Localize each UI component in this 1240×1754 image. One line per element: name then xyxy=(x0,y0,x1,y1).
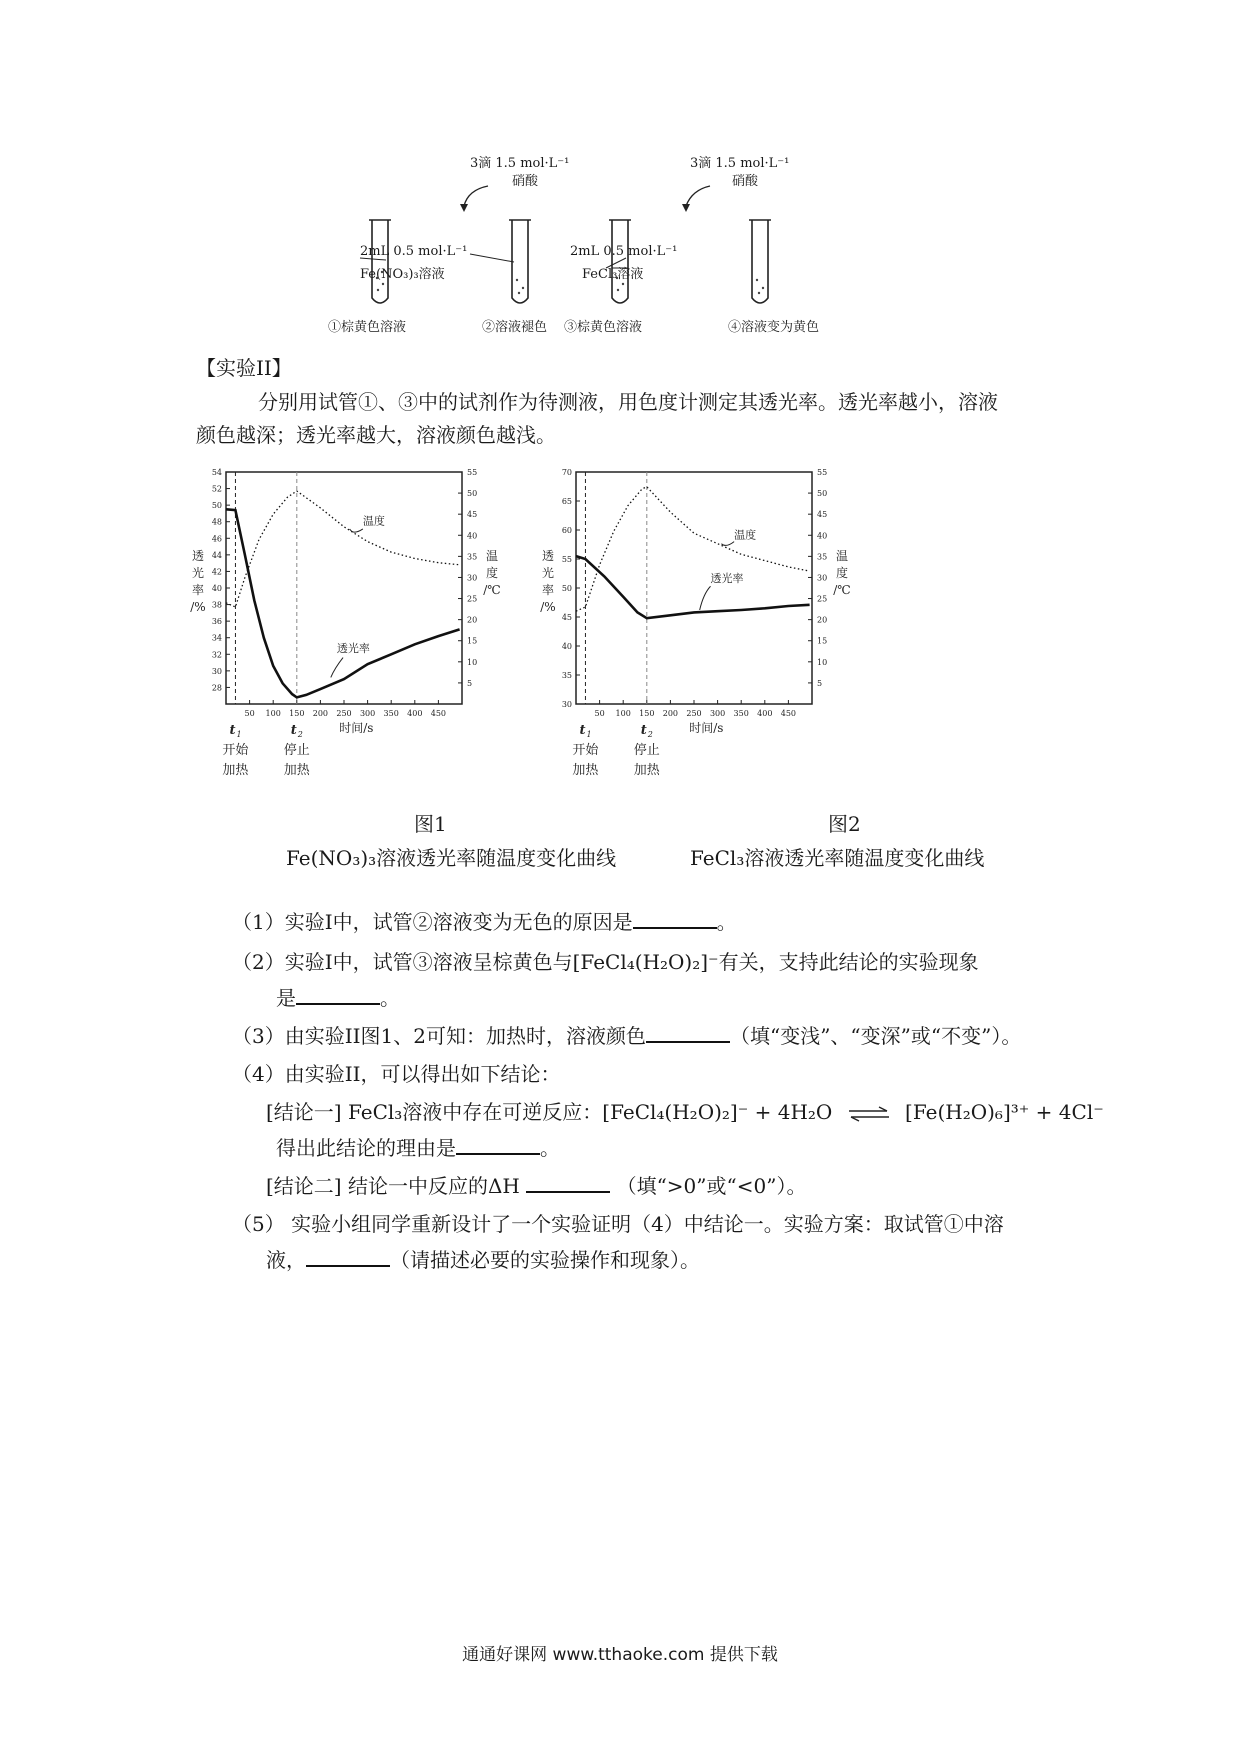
question-5: （5） 实验小组同学重新设计了一个实验证明（4）中结论一。实验方案：取试管①中溶 xyxy=(232,1212,1004,1236)
drop-arrow-2 xyxy=(686,186,710,206)
chart-2-plot-frame xyxy=(576,472,812,704)
conclusion-1: [结论一] FeCl₃溶液中存在可逆反应：[FeCl₄(H₂O)₂]⁻ + 4H₂O [Fe(H₂O)₆]³⁺ + 4Cl⁻ xyxy=(266,1100,1104,1124)
chart-2-x-tick-label: 100 xyxy=(615,709,631,718)
chart-2-left-tick-label: 65 xyxy=(561,497,572,506)
chart-1-marker-label: 加热 xyxy=(222,763,249,778)
chart-2-right-tick-label: 45 xyxy=(817,510,828,520)
chart-2-y-right-label-part: 度 xyxy=(835,566,849,581)
question-3: （3）由实验II图1、2可知：加热时，溶液颜色 （填“变浅”、“变深”或“不变”）。 xyxy=(232,1024,1022,1048)
chart-2-x-axis-label: 时间/s xyxy=(689,721,724,735)
chart-1-marker-name-t1: t xyxy=(229,723,236,738)
chart-2-right-tick-label: 5 xyxy=(817,678,823,688)
chart-1-series-label: 温度 xyxy=(362,514,385,528)
chart-1-x-axis-label: 时间/s xyxy=(339,721,374,735)
chart-2-right-tick-label: 30 xyxy=(817,573,828,583)
chart-1-right-tick-label: 55 xyxy=(467,468,478,477)
chart-2-left-tick-label: 40 xyxy=(561,642,572,651)
answer-blank-1[interactable] xyxy=(633,909,717,929)
drop-reagent-bottom-2: 硝酸 xyxy=(732,174,759,189)
chart-1-left-tick-label: 50 xyxy=(211,501,222,511)
chart-1-y-left-label-part: 透 xyxy=(191,549,205,564)
chart-1-x-tick-label: 250 xyxy=(336,709,352,718)
drop-arrow-1 xyxy=(464,186,488,206)
solution-name-2: FeCl₃溶液 xyxy=(582,267,644,282)
tube-label-3: ③棕黄色溶液 xyxy=(564,320,643,335)
chart-2-series-label: 透光率 xyxy=(710,572,744,586)
chart-1-right-tick-label: 50 xyxy=(467,489,478,499)
question-4-title: （4）由实验II，可以得出如下结论： xyxy=(232,1062,561,1086)
chart-1-plot-frame xyxy=(226,472,462,704)
chart-2-marker-label: 开始 xyxy=(572,743,599,758)
chart-2-container xyxy=(540,462,870,792)
chart-1-right-tick-label: 30 xyxy=(467,573,478,583)
chart-1-right-tick-label: 20 xyxy=(467,615,478,625)
chart-1-series-temperature-line xyxy=(226,491,460,607)
chart-2-y-left-label-part: /% xyxy=(540,600,556,615)
chart-1-series-transmittance-line xyxy=(226,509,460,697)
chart-2-left-tick-label: 50 xyxy=(561,584,572,593)
solution-conc-2: 2mL 0.5 mol·L⁻¹ xyxy=(570,244,678,259)
figure-1-label: 图1 xyxy=(414,812,447,836)
chart-2-marker-label: 加热 xyxy=(633,763,660,778)
chart-1-right-tick-label: 15 xyxy=(467,636,478,646)
tube-label-2: ②溶液褪色 xyxy=(482,320,548,335)
chart-1-left-tick-label: 30 xyxy=(211,666,222,676)
chart-1-x-tick-label: 450 xyxy=(430,709,447,718)
chart-1-left-tick-label: 46 xyxy=(211,534,222,544)
chart-2-right-tick-label: 40 xyxy=(817,531,828,541)
chart-1-x-tick-label: 400 xyxy=(407,709,423,718)
chart-2-left-tick-label: 60 xyxy=(561,526,572,535)
figure-2-caption: FeCl₃溶液透光率随温度变化曲线 xyxy=(690,846,985,870)
reversible-arrow-icon xyxy=(847,1106,891,1122)
chart-2-marker-label: 加热 xyxy=(572,763,599,778)
tube-label-1: ①棕黄色溶液 xyxy=(328,320,407,335)
chart-1-right-tick-label: 25 xyxy=(467,594,478,604)
chart-2-y-left-label-part: 光 xyxy=(541,566,555,581)
chart-2-x-tick-label: 450 xyxy=(780,709,797,718)
chart-1-left-tick-label: 28 xyxy=(211,683,222,693)
chart-1-y-left-label-part: 率 xyxy=(191,583,205,598)
chart-1-left-tick-label: 32 xyxy=(211,650,222,660)
chart-1-y-right-label-part: 温 xyxy=(485,549,499,564)
apparatus-figure xyxy=(320,156,880,340)
chart-2-left-tick-label: 35 xyxy=(561,671,572,680)
chart-2-right-tick-label: 55 xyxy=(817,468,828,477)
chart-2-right-tick-label: 50 xyxy=(817,489,828,499)
chart-1-left-tick-label: 44 xyxy=(211,550,222,560)
chart-1-container xyxy=(190,462,520,792)
chart-1-marker-sub-t2: 2 xyxy=(297,730,303,739)
answer-blank-6[interactable] xyxy=(306,1247,390,1267)
chart-1-x-tick-label: 350 xyxy=(383,709,399,718)
intro-line-1: 分别用试管①、③中的试剂作为待测液，用色度计测定其透光率。透光率越小，溶液 xyxy=(258,390,998,414)
chart-2-x-tick-label: 150 xyxy=(639,709,655,718)
chart-2-series-temperature-line xyxy=(576,487,810,611)
chart-1-marker-sub-t1: 1 xyxy=(236,730,242,739)
chart-2-series-label-leader xyxy=(700,586,711,610)
chart-2-left-tick-label: 70 xyxy=(561,468,572,477)
chart-2-right-tick-label: 20 xyxy=(817,615,828,625)
chart-2-x-tick-label: 400 xyxy=(757,709,773,718)
chart-2-right-tick-label: 25 xyxy=(817,594,828,604)
chart-2-y-right-label-part: /℃ xyxy=(833,583,851,598)
chart-1-x-tick-label: 150 xyxy=(289,709,305,718)
chart-1-x-tick-label: 50 xyxy=(244,709,255,718)
chart-2 xyxy=(540,462,870,792)
answer-blank-2[interactable] xyxy=(296,985,380,1005)
question-2: （2）实验I中，试管③溶液呈棕黄色与[FeCl₄(H₂O)₂]⁻有关，支持此结论的实验现象 xyxy=(232,950,979,974)
chart-2-x-tick-label: 350 xyxy=(733,709,749,718)
chart-1-x-tick-label: 200 xyxy=(312,709,329,718)
chart-2-marker-name-t2: t xyxy=(640,723,647,738)
chart-2-x-tick-label: 250 xyxy=(686,709,702,718)
chart-1-right-tick-label: 5 xyxy=(467,678,473,688)
chart-1 xyxy=(190,462,520,792)
answer-blank-4[interactable] xyxy=(456,1135,540,1155)
chart-2-right-tick-label: 35 xyxy=(817,552,828,562)
test-tube-1 xyxy=(369,220,391,303)
chart-2-marker-label: 停止 xyxy=(633,743,660,758)
chart-2-y-left-label-part: 透 xyxy=(541,549,555,564)
chart-1-y-right-label-part: /℃ xyxy=(483,583,501,598)
chart-2-series-label-leader xyxy=(721,542,734,546)
tube-label-4: ④溶液变为黄色 xyxy=(728,320,820,335)
chart-1-right-tick-label: 45 xyxy=(467,510,478,520)
drop-reagent-top-1: 3滴 1.5 mol·L⁻¹ xyxy=(470,156,570,171)
footer: 通通好课网 www.tthaoke.com 提供下载 xyxy=(462,1645,778,1665)
chart-2-x-tick-label: 300 xyxy=(709,709,726,718)
chart-1-left-tick-label: 54 xyxy=(211,468,222,477)
section-title: 【实验II】 xyxy=(196,356,292,380)
chart-1-left-tick-label: 34 xyxy=(211,633,222,643)
chart-1-y-left-label-part: 光 xyxy=(191,566,205,581)
intro-line-2: 颜色越深；透光率越大，溶液颜色越浅。 xyxy=(196,423,556,447)
chart-1-marker-label: 停止 xyxy=(283,743,310,758)
chart-1-marker-label: 开始 xyxy=(222,743,249,758)
chart-1-right-tick-label: 40 xyxy=(467,531,478,541)
chart-2-x-tick-label: 50 xyxy=(594,709,605,718)
chart-2-left-tick-label: 30 xyxy=(561,700,572,709)
chart-2-series-label: 温度 xyxy=(734,528,757,542)
chart-2-marker-sub-t1: 1 xyxy=(586,730,592,739)
chart-2-left-tick-label: 45 xyxy=(561,613,572,622)
figure-2-label: 图2 xyxy=(828,812,861,836)
question-2-line-2: 是 。 xyxy=(276,986,400,1010)
chart-1-series-label-leader xyxy=(331,658,343,678)
chart-1-left-tick-label: 42 xyxy=(211,567,222,577)
solution-conc-1: 2mL 0.5 mol·L⁻¹ xyxy=(360,244,468,259)
chart-2-y-right-label-part: 温 xyxy=(835,549,849,564)
figure-1-caption: Fe(NO₃)₃溶液透光率随温度变化曲线 xyxy=(286,846,617,870)
chart-2-series-transmittance-line xyxy=(576,556,810,618)
chart-2-left-tick-label: 55 xyxy=(561,555,572,564)
chart-1-marker-label: 加热 xyxy=(283,763,310,778)
chart-1-left-tick-label: 48 xyxy=(211,517,222,527)
chart-1-right-tick-label: 10 xyxy=(467,657,478,667)
chart-1-y-left-label-part: /% xyxy=(190,600,206,615)
question-1: （1）实验I中，试管②溶液变为无色的原因是 。 xyxy=(232,910,737,934)
chart-2-marker-sub-t2: 2 xyxy=(647,730,653,739)
chart-1-left-tick-label: 52 xyxy=(211,484,222,494)
chart-2-marker-name-t1: t xyxy=(579,723,586,738)
chart-1-x-tick-label: 300 xyxy=(359,709,376,718)
answer-blank-5[interactable] xyxy=(526,1173,610,1193)
chart-1-series-label: 透光率 xyxy=(336,641,370,655)
drop-reagent-bottom-1: 硝酸 xyxy=(512,174,539,189)
chart-1-left-tick-label: 36 xyxy=(211,617,222,627)
conclusion-2: [结论二] 结论一中反应的ΔH （填“>0”或“<0”）。 xyxy=(266,1174,807,1198)
chart-1-left-tick-label: 40 xyxy=(211,584,222,593)
question-5-line-2: 液， （请描述必要的实验操作和现象）。 xyxy=(266,1248,700,1272)
chart-1-right-tick-label: 35 xyxy=(467,552,478,562)
solution-name-1: Fe(NO₃)₃溶液 xyxy=(360,267,445,282)
chart-2-x-tick-label: 200 xyxy=(662,709,679,718)
conclusion-1-reason: 得出此结论的理由是 。 xyxy=(276,1136,560,1160)
test-tube-4 xyxy=(749,220,771,303)
chart-2-y-left-label-part: 率 xyxy=(541,583,555,598)
chart-1-marker-name-t2: t xyxy=(290,723,297,738)
chart-2-right-tick-label: 10 xyxy=(817,657,828,667)
answer-blank-3[interactable] xyxy=(646,1023,730,1043)
chart-1-series-label-leader xyxy=(350,529,363,532)
chart-1-x-tick-label: 100 xyxy=(265,709,281,718)
drop-reagent-top-2: 3滴 1.5 mol·L⁻¹ xyxy=(690,156,790,171)
chart-1-left-tick-label: 38 xyxy=(211,600,222,610)
chart-1-y-right-label-part: 度 xyxy=(485,566,499,581)
chart-2-right-tick-label: 15 xyxy=(817,636,828,646)
